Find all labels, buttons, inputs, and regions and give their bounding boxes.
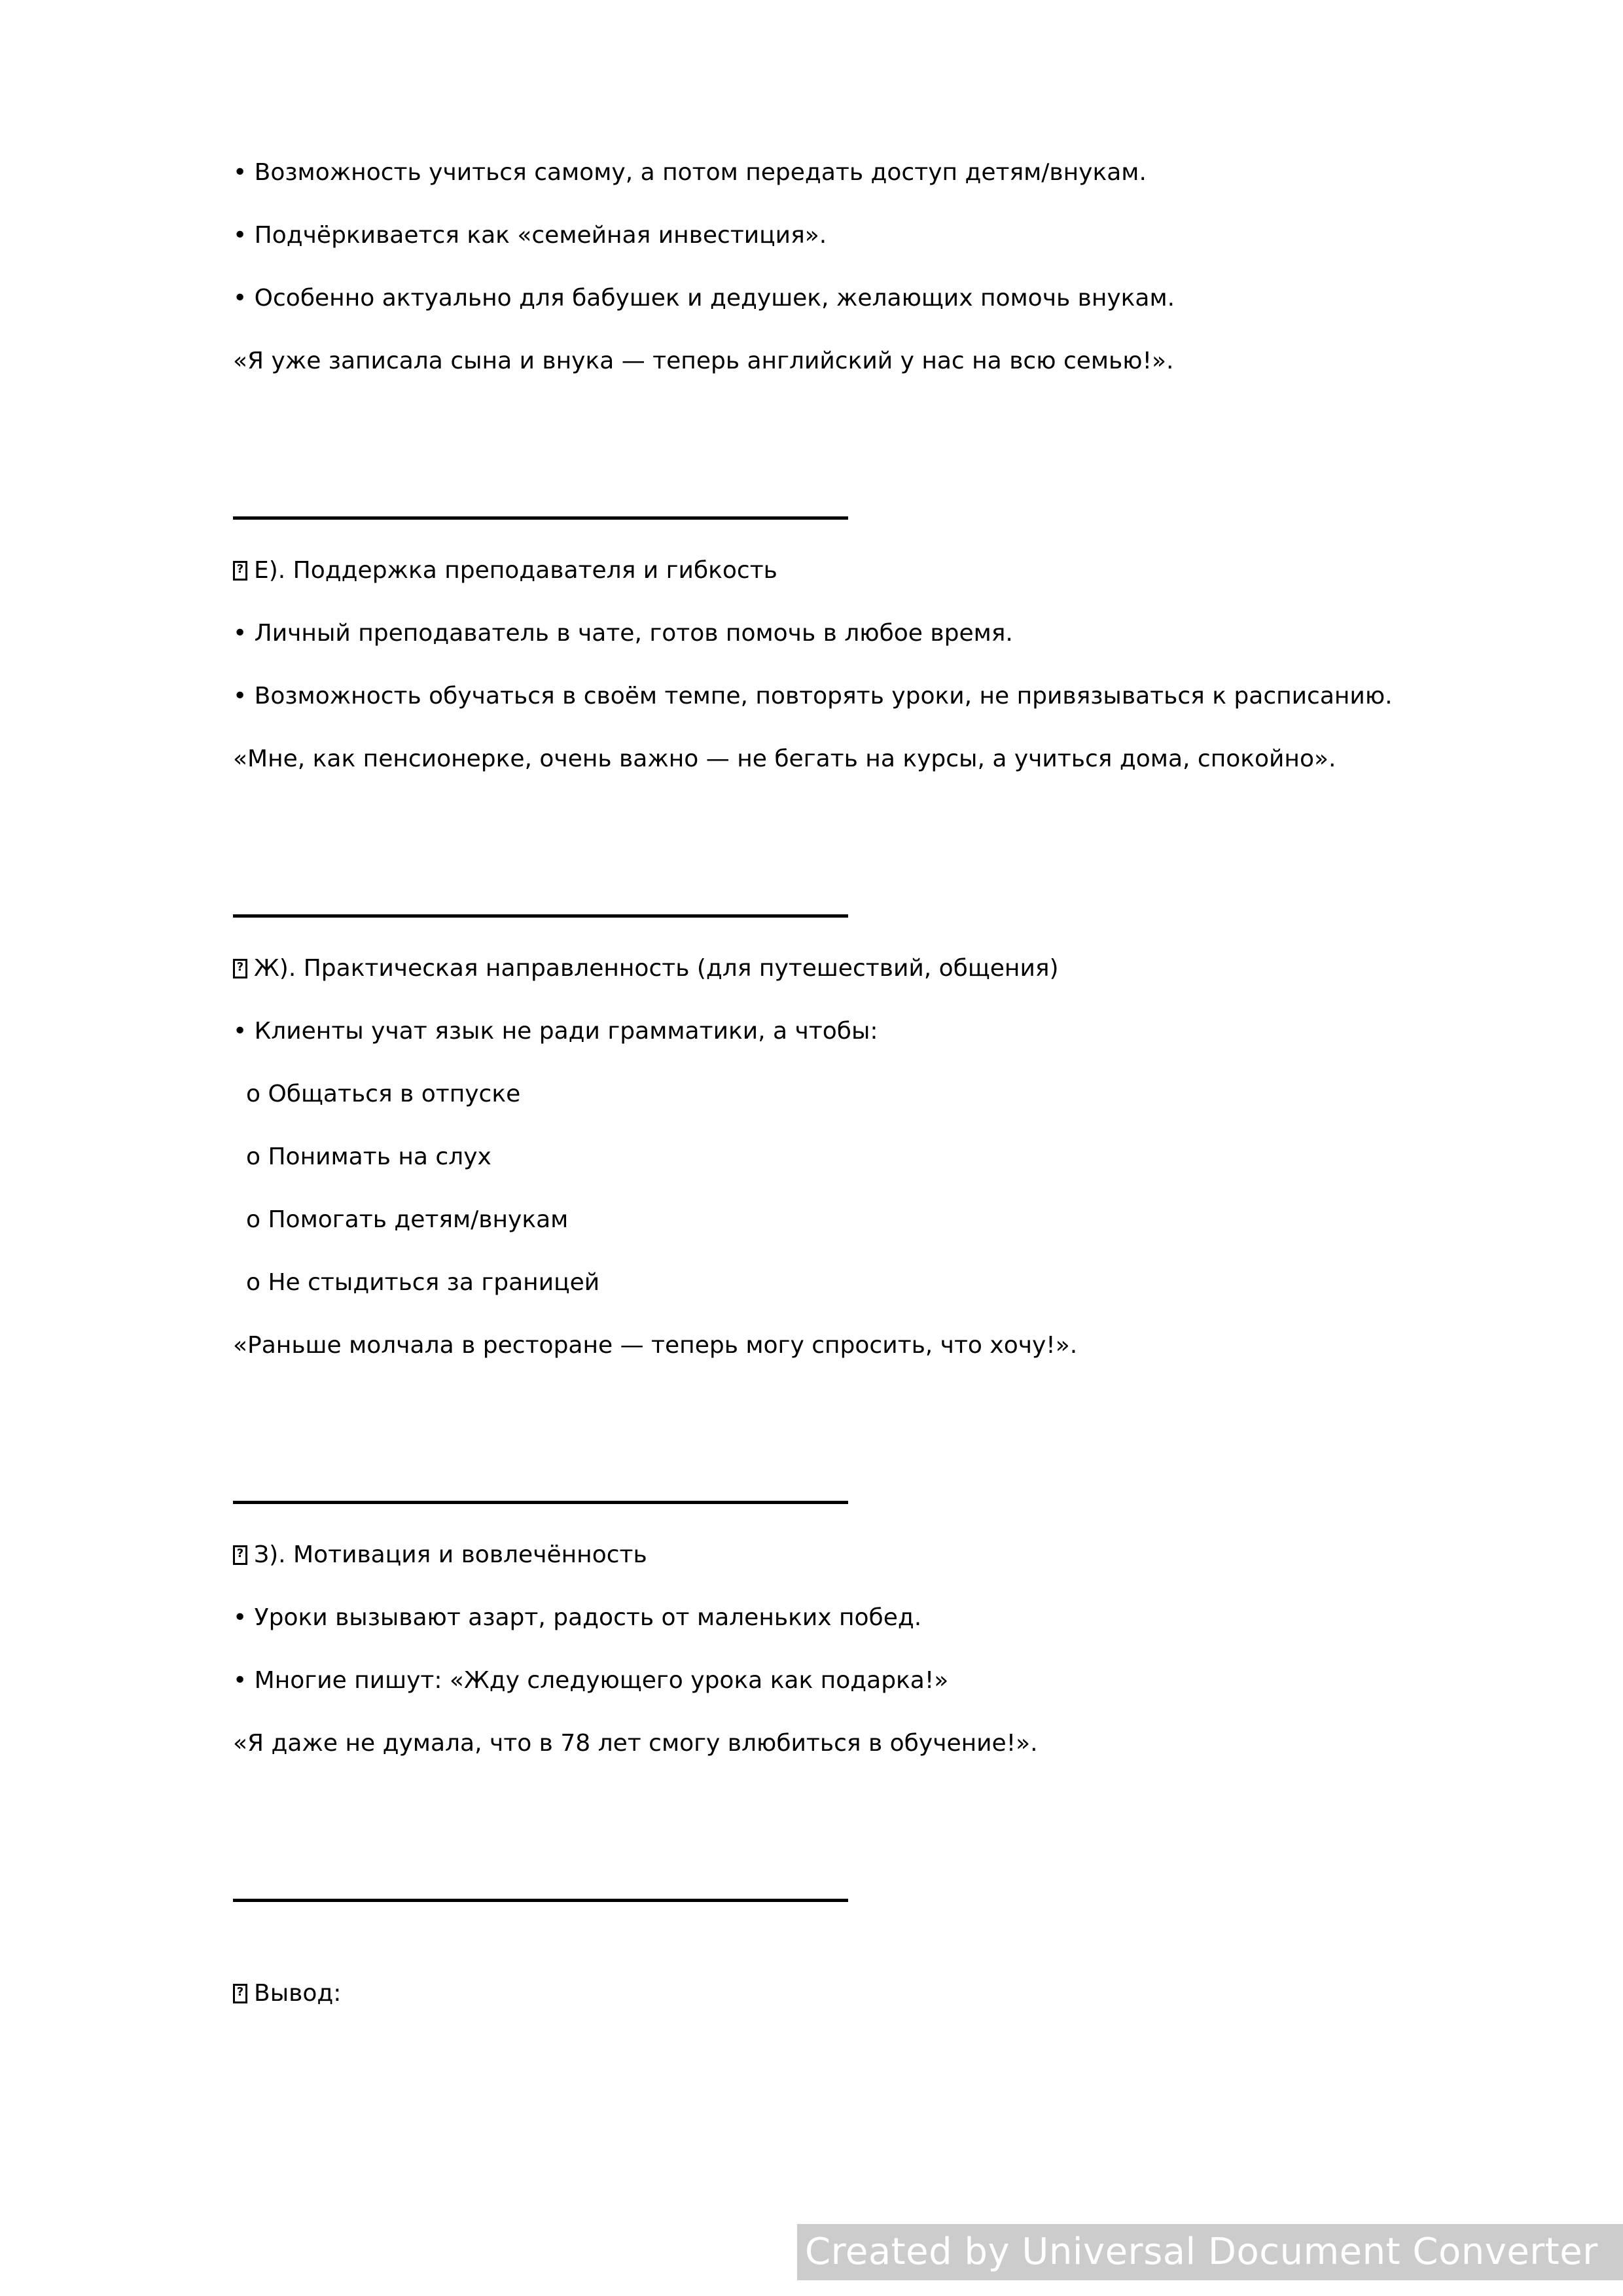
- missing-glyph-icon: ?: [233, 561, 247, 581]
- spacer: [233, 983, 1418, 1017]
- list-item: • Личный преподаватель в чате, готов помочь в любое время.: [233, 620, 1013, 647]
- spacer: [233, 1297, 1418, 1331]
- spacer: [233, 1902, 1418, 1979]
- spacer: [233, 1234, 1418, 1268]
- document-content: [233, 0, 1418, 2008]
- spacer: [233, 1758, 1418, 1899]
- spacer: [233, 711, 1418, 745]
- spacer: [233, 918, 1418, 954]
- section-heading-e: [233, 556, 1418, 585]
- section-heading-e-label: Е). Поддержка преподавателя и гибкость: [254, 557, 777, 584]
- testimonial-quote: «Мне, как пенсионерке, очень важно — не бегать на курсы, а учиться дома, спокойно».: [233, 745, 1336, 772]
- list-item: • Клиенты учат язык не ради грамматики, а чтобы:: [233, 1018, 878, 1045]
- spacer: [233, 648, 1418, 682]
- spacer: [233, 520, 1418, 556]
- watermark-banner: Created by Universal Document Converter: [797, 2224, 1623, 2280]
- spacer: [233, 1504, 1418, 1541]
- testimonial-quote: «Я уже записала сына и внука — теперь английский у нас на всю семью!».: [233, 348, 1174, 374]
- spacer: [233, 1109, 1418, 1143]
- top-margin-spacer: [233, 0, 1418, 158]
- spacer: [233, 1570, 1418, 1604]
- list-item: • Многие пишут: «Жду следующего урока как подарка!»: [233, 1667, 949, 1694]
- list-item: • Уроки вызывают азарт, радость от маленьких побед.: [233, 1604, 922, 1631]
- spacer: [233, 774, 1418, 914]
- spacer: [233, 585, 1418, 619]
- conclusion-heading-label: Вывод:: [254, 1980, 342, 2007]
- list-item: o Понимать на слух: [246, 1143, 491, 1170]
- spacer: [233, 1632, 1418, 1666]
- testimonial-quote: «Я даже не думала, что в 78 лет смогу влюбиться в обучение!».: [233, 1730, 1038, 1757]
- conclusion-heading: [233, 1979, 1418, 2008]
- list-item: • Возможность учиться самому, а потом передать доступ детям/внукам.: [233, 159, 1147, 186]
- spacer: [233, 187, 1418, 221]
- spacer: [233, 250, 1418, 284]
- list-item: o Помогать детям/внукам: [246, 1206, 569, 1233]
- spacer: [233, 1695, 1418, 1729]
- list-item: o Не стыдиться за границей: [246, 1269, 600, 1296]
- list-item: o Общаться в отпуске: [246, 1081, 521, 1107]
- section-heading-zh: [233, 954, 1418, 983]
- testimonial-quote: «Раньше молчала в ресторане — теперь могу спросить, что хочу!».: [233, 1332, 1078, 1359]
- spacer: [233, 1046, 1418, 1080]
- section-heading-z-label: З). Мотивация и вовлечённость: [254, 1541, 647, 1568]
- section-heading-zh-label: Ж). Практическая направленность (для путешествий, общения): [254, 955, 1059, 982]
- missing-glyph-icon: ?: [233, 1545, 247, 1565]
- missing-glyph-icon: ?: [233, 959, 247, 978]
- spacer: [233, 1172, 1418, 1206]
- section-heading-z: [233, 1541, 1418, 1570]
- list-item: • Возможность обучаться в своём темпе, повторять уроки, не привязываться к расписанию.: [233, 683, 1393, 709]
- spacer: [233, 376, 1418, 516]
- spacer: [233, 1360, 1418, 1501]
- list-item: • Особенно актуально для бабушек и дедушек, желающих помочь внукам.: [233, 285, 1175, 312]
- spacer: [233, 313, 1418, 347]
- missing-glyph-icon: ?: [233, 1984, 247, 2003]
- list-item: • Подчёркивается как «семейная инвестиция».: [233, 222, 827, 249]
